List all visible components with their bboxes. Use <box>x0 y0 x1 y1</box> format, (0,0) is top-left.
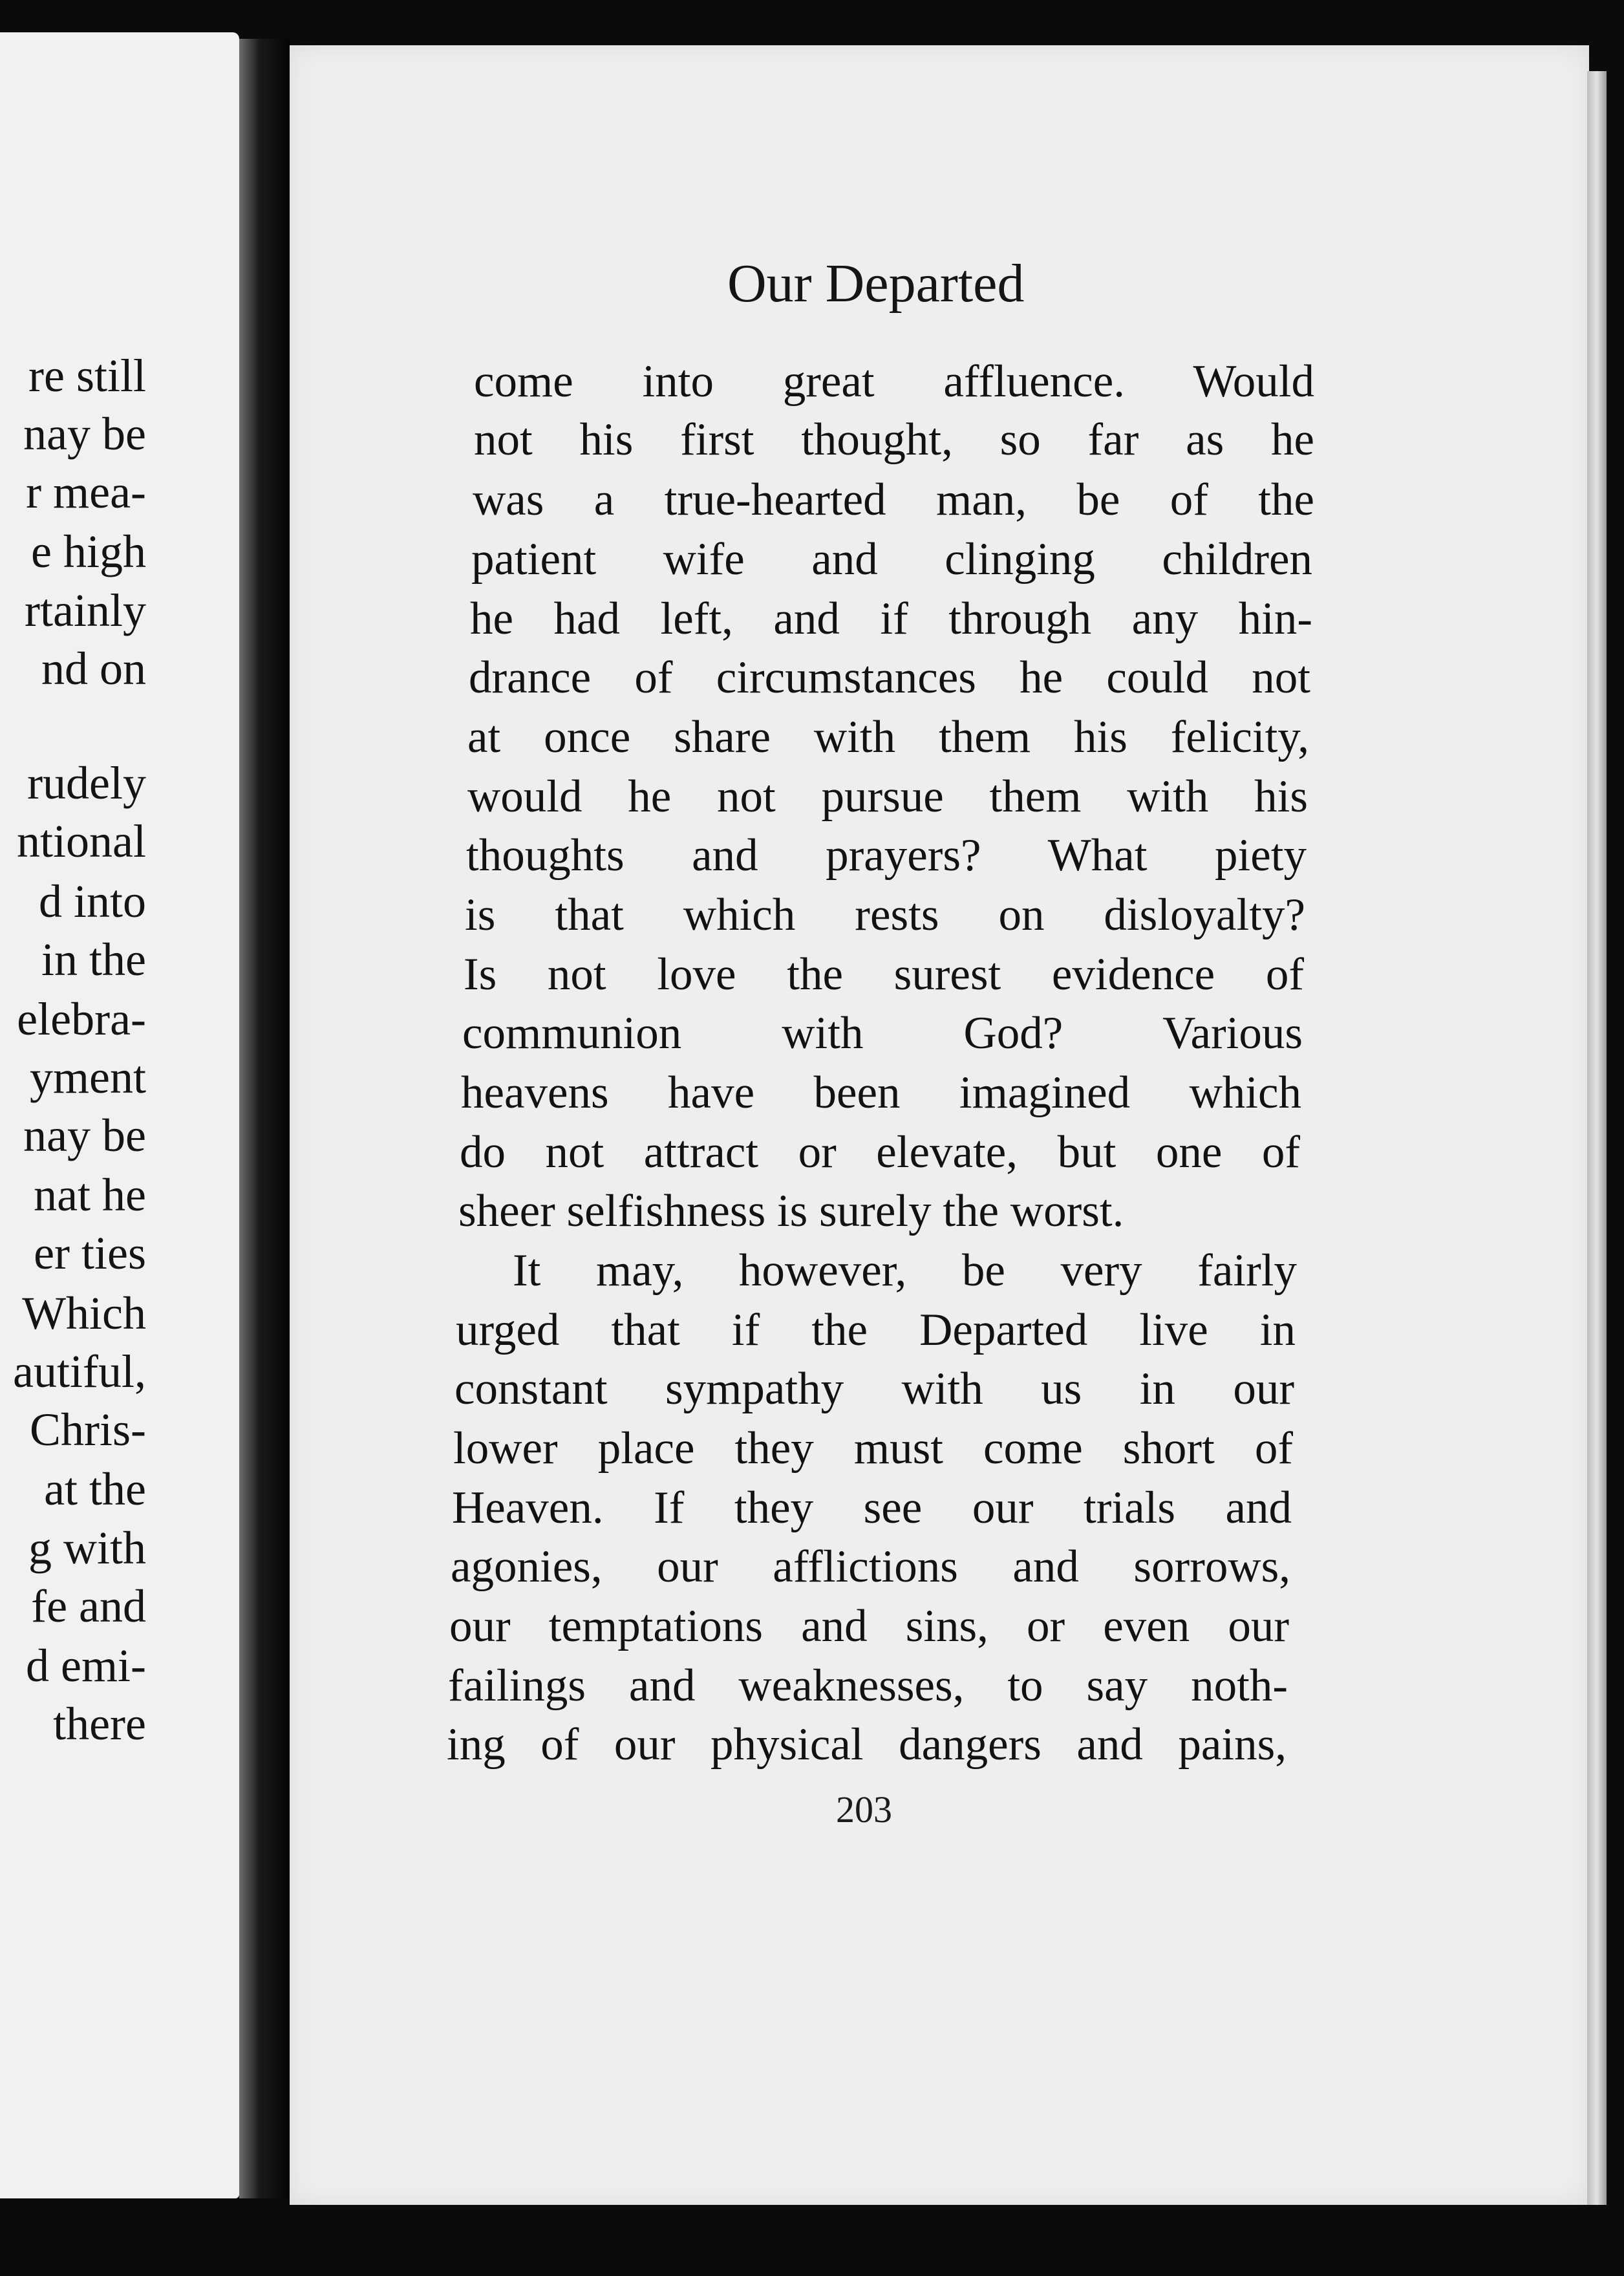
text-line: our temptations and sins, or even our <box>449 1601 1289 1651</box>
left-page-line: fe and <box>31 1580 146 1632</box>
left-page-line: yment <box>30 1051 146 1103</box>
text-line: drance of circumstances he could not <box>469 652 1310 703</box>
text-line: lower place they must come short of <box>453 1423 1293 1474</box>
text-line: It may, however, be very fairly <box>513 1245 1297 1296</box>
text-line: do not attract or elevate, but one of <box>460 1127 1300 1177</box>
text-line: would he not pursue them with his <box>467 771 1308 822</box>
left-page-line: in the <box>41 934 146 985</box>
left-page-line: re still <box>28 350 146 402</box>
left-page-line: e high <box>31 526 146 577</box>
text-line: was a true-hearted man, be of the <box>473 475 1314 525</box>
running-head: Our Departed <box>727 253 1025 314</box>
left-page-line: nd on <box>41 643 146 694</box>
text-line: urged that if the Departed live in <box>456 1305 1296 1355</box>
left-page-line: Which <box>22 1287 146 1339</box>
left-page-line: r mea- <box>26 466 146 518</box>
left-page-line: g with <box>28 1522 146 1574</box>
page-edge <box>1587 71 1607 2205</box>
left-page-line: d into <box>38 875 146 927</box>
left-page <box>0 32 239 2198</box>
text-line: Heaven. If they see our trials and <box>452 1483 1292 1533</box>
text-line: heavens have been imagined which <box>461 1068 1301 1118</box>
left-page-line: nay be <box>23 1110 146 1161</box>
page-number: 203 <box>836 1788 892 1830</box>
left-page-line: nat he <box>34 1169 146 1221</box>
left-page-line: rtainly <box>25 585 146 636</box>
text-line: patient wife and clinging children <box>471 534 1312 585</box>
left-page-line: at the <box>44 1463 146 1515</box>
text-line: sheer selfishness is surely the worst. <box>458 1186 1124 1236</box>
left-page-line: ntional <box>17 815 146 867</box>
left-page-line: there <box>53 1698 146 1750</box>
left-page-line: d emi- <box>26 1640 146 1691</box>
left-page-line: Chris- <box>30 1404 146 1455</box>
left-page-line: autiful, <box>13 1346 146 1397</box>
left-page-line: rudely <box>27 757 146 809</box>
text-line: agonies, our afflictions and sorrows, <box>451 1541 1290 1592</box>
text-line: failings and weaknesses, to say noth- <box>448 1660 1288 1711</box>
text-line: constant sympathy with us in our <box>454 1364 1294 1414</box>
text-line: communion with God? Various <box>462 1008 1303 1058</box>
left-page-line: er ties <box>34 1227 146 1279</box>
text-line: is that which rests on disloyalty? <box>465 890 1305 940</box>
text-line: not his first thought, so far as he <box>474 414 1314 465</box>
left-page-line: nay be <box>23 408 146 460</box>
text-line: Is not love the surest evidence of <box>464 949 1304 1000</box>
left-page-line: elebra- <box>17 993 146 1045</box>
text-line: come into great affluence. Would <box>474 356 1314 407</box>
text-line: he had left, and if through any hin- <box>470 594 1312 644</box>
text-line: thoughts and prayers? What piety <box>466 830 1307 881</box>
book-gutter <box>239 39 290 2198</box>
text-line: at once share with them his felicity, <box>467 712 1309 762</box>
text-line: ing of our physical dangers and pains, <box>447 1719 1287 1770</box>
